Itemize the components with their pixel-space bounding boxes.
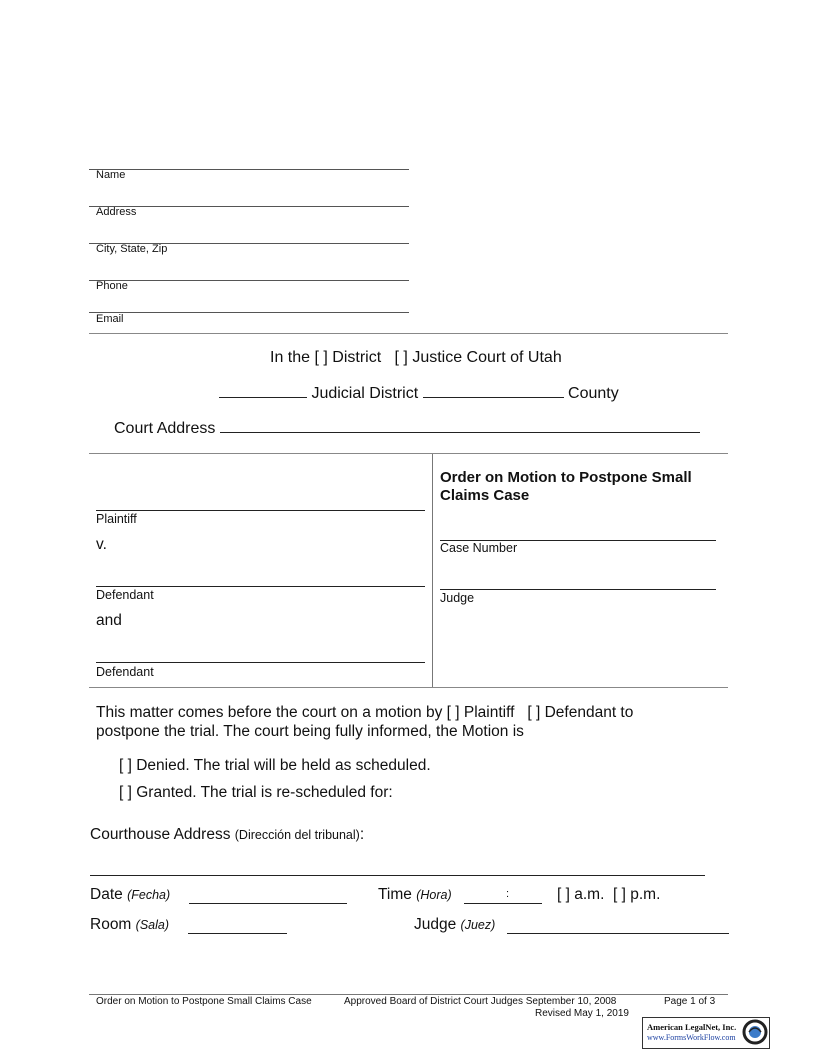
second-defendant-label: Defendant [96, 665, 154, 679]
city-state-zip-label: City, State, Zip [96, 243, 168, 255]
address-label: Address [96, 206, 137, 218]
american-legalnet-logo: American LegalNet, Inc. www.FormsWorkFlow.com [642, 1017, 770, 1049]
name-label: Name [96, 169, 126, 181]
case-number-label: Case Number [440, 541, 518, 555]
time-colon: : [506, 888, 510, 900]
am-checkbox[interactable]: [ ] [557, 886, 570, 903]
denied-option: [ ] Denied. The trial will be held as scheduled. [119, 757, 431, 774]
footer-page-number: Page 1 of 3 [664, 996, 716, 1007]
phone-label: Phone [96, 280, 128, 292]
date-label: Date (Fecha) [90, 886, 171, 903]
judge-blank[interactable] [507, 933, 729, 934]
district-checkbox[interactable]: [ ] [314, 349, 328, 366]
room-label: Room (Sala) [90, 916, 170, 933]
county-blank[interactable] [423, 383, 564, 398]
court-type-line: In the [ ] District [ ] Justice Court of Utah [270, 349, 562, 366]
date-blank[interactable] [189, 903, 347, 904]
court-address-blank[interactable] [220, 418, 700, 433]
time-label: Time (Hora) [378, 886, 452, 903]
motion-paragraph-line2: postpone the trial. The court being fully informed, the Motion is [96, 723, 524, 740]
judge-label: Judge [440, 591, 475, 605]
granted-checkbox[interactable]: [ ] [119, 784, 132, 801]
judicial-district-blank[interactable] [219, 383, 307, 398]
justice-checkbox[interactable]: [ ] [394, 349, 408, 366]
and-label: and [96, 612, 122, 629]
footer-approved: Approved Board of District Court Judges September 10, 2008 [344, 996, 617, 1007]
versus-label: v. [96, 536, 107, 553]
defendant-checkbox[interactable]: [ ] [527, 704, 541, 721]
motion-paragraph-line1: This matter comes before the court on a motion by [ ] Plaintiff [ ] Defendant to [96, 704, 634, 721]
room-blank[interactable] [188, 933, 287, 934]
globe-icon [742, 1019, 768, 1045]
courthouse-address-blank[interactable] [90, 875, 705, 876]
denied-checkbox[interactable]: [ ] [119, 757, 132, 774]
defendant-label: Defendant [96, 588, 154, 602]
footer-revised: Revised May 1, 2019 [535, 1008, 629, 1019]
time-blank[interactable] [464, 903, 542, 904]
pm-checkbox[interactable]: [ ] [613, 886, 626, 903]
email-label: Email [96, 313, 124, 325]
granted-option: [ ] Granted. The trial is re-scheduled for: [119, 784, 393, 801]
plaintiff-checkbox[interactable]: [ ] [446, 704, 460, 721]
court-address-line: Court Address [114, 418, 700, 438]
courthouse-address-line: Courthouse Address (Dirección del tribunal): [90, 826, 365, 843]
judicial-district-line: Judicial District County [219, 383, 619, 403]
am-pm-options: [ ] a.m. [ ] p.m. [557, 886, 661, 903]
judge-assign-label: Judge (Juez) [414, 916, 496, 933]
form-title: Order on Motion to Postpone Small Claims Case [440, 469, 692, 504]
footer-form-title: Order on Motion to Postpone Small Claims Case [96, 996, 312, 1007]
plaintiff-label: Plaintiff [96, 512, 137, 526]
